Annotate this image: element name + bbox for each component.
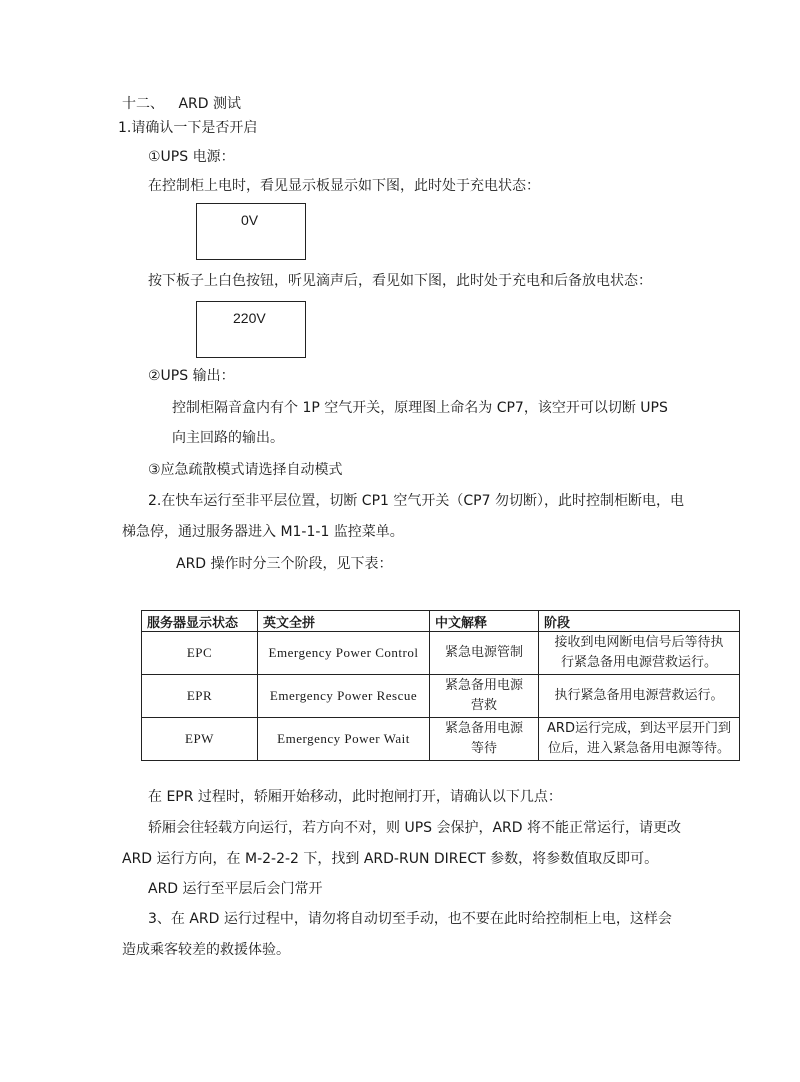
stage-desc-line: 接收到电网断电信号后等待执 (554, 635, 724, 650)
display-panel-charging (196, 203, 306, 260)
item-1: 1.请确认一下是否开启 (118, 120, 258, 136)
epr-line-1: 轿厢会往轻载方向运行，若方向不对，则 UPS 会保护，ARD 将不能正常运行，请更改 (148, 820, 682, 836)
display-value-discharging: 220V (233, 310, 266, 326)
epr-line-2: ARD 运行方向，在 M-2-2-2 下，找到 ARD-RUN DIRECT 参数，将参数值取反即可。 (122, 851, 659, 867)
evac-mode: ③应急疏散模式请选择自动模式 (148, 462, 343, 478)
chinese-desc-line: 紧急备用电源 (444, 721, 523, 736)
heading (122, 94, 241, 114)
col-header-status: 服务器显示状态 (142, 611, 258, 632)
table-row (142, 718, 740, 761)
chinese-desc-line: 紧急备用电源 (444, 678, 523, 693)
chinese-desc-line: 紧急电源管制 (444, 645, 523, 660)
stage-desc-line: 执行紧急备用电源营救运行。 (554, 688, 724, 703)
door-open-note: ARD 运行至平层后会门常开 (148, 881, 323, 897)
item-3-line-2: 造成乘客较差的救援体验。 (122, 942, 290, 958)
english-name: Emergency Power Control (258, 632, 430, 675)
table-row (142, 675, 740, 718)
table-row (142, 632, 740, 675)
ups-power-desc: 在控制柜上电时，看见显示板显示如下图，此时处于充电状态： (148, 178, 540, 194)
item-2-line-1: 2.在快车运行至非平层位置，切断 CP1 空气开关（CP7 勿切断），此时控制柜断电，电 (148, 493, 684, 509)
stages-intro: ARD 操作时分三个阶段，见下表： (176, 556, 393, 572)
display-panel-discharging (196, 301, 306, 358)
status-code: EPC (142, 632, 258, 675)
stage-desc-line: 位后，进入紧急备用电源等待。 (547, 741, 730, 756)
chinese-desc (430, 675, 539, 718)
display-value-charging: 0V (241, 212, 259, 228)
ups-output-line-2: 向主回路的输出。 (172, 430, 284, 446)
english-name: Emergency Power Rescue (258, 675, 430, 718)
ups-power-desc-2: 按下板子上白色按钮，听见滴声后，看见如下图，此时处于充电和后备放电状态： (148, 273, 652, 289)
chinese-desc (430, 718, 539, 761)
status-code: EPW (142, 718, 258, 761)
ups-power-title: ①UPS 电源： (148, 149, 235, 165)
chinese-desc-line: 营救 (470, 698, 497, 713)
col-header-stage: 阶段 (539, 611, 740, 632)
epr-intro: 在 EPR 过程时，轿厢开始移动，此时抱闸打开，请确认以下几点： (148, 789, 562, 805)
col-header-chinese: 中文解释 (430, 611, 539, 632)
table-header-row (142, 611, 740, 632)
status-code: EPR (142, 675, 258, 718)
item-2-line-2: 梯急停，通过服务器进入 M1-1-1 监控菜单。 (122, 524, 404, 540)
ups-output-line-1: 控制柜隔音盒内有个 1P 空气开关，原理图上命名为 CP7，该空开可以切断 UPS (172, 400, 668, 416)
chinese-desc-line: 等待 (470, 741, 497, 756)
chinese-desc (430, 632, 539, 675)
stage-desc (539, 718, 740, 761)
stage-desc (539, 632, 740, 675)
item-3-line-1: 3、在 ARD 运行过程中，请勿将自动切至手动，也不要在此时给控制柜上电，这样会 (148, 911, 672, 927)
col-header-english: 英文全拼 (258, 611, 430, 632)
ups-output-title: ②UPS 输出： (148, 368, 235, 384)
stage-desc-line: ARD运行完成，到达平层开门到 (547, 721, 731, 736)
heading-number: 十二、 (122, 96, 164, 112)
english-name: Emergency Power Wait (258, 718, 430, 761)
stage-desc-line: 行紧急备用电源营救运行。 (560, 655, 717, 670)
stage-desc (539, 675, 740, 718)
ard-stage-table (141, 610, 740, 761)
heading-title: ARD 测试 (178, 96, 241, 112)
